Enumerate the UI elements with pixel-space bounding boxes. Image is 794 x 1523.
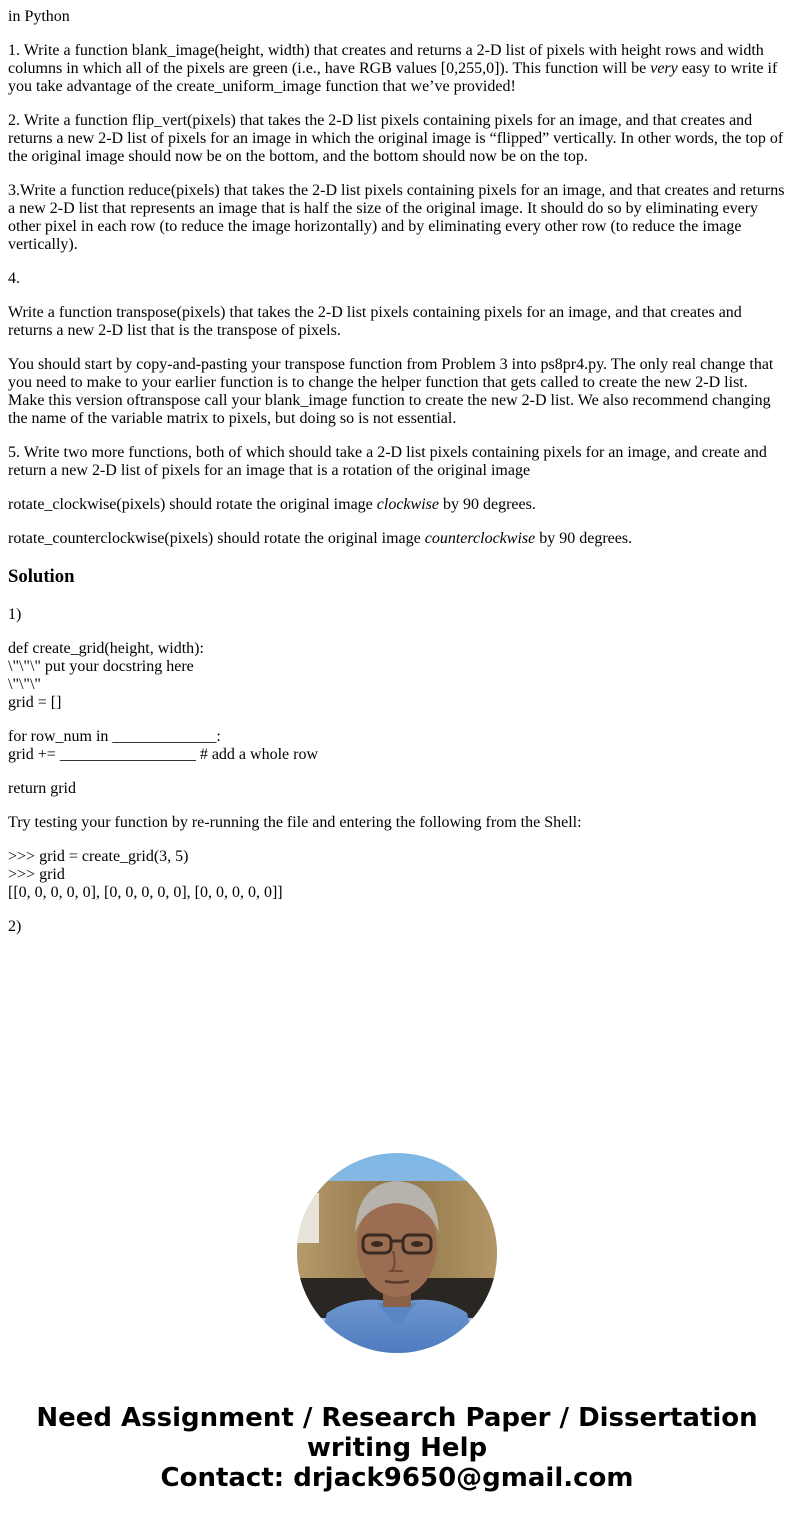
code-line: for row_num in _____________: bbox=[8, 728, 221, 745]
code-line: return grid bbox=[8, 780, 76, 797]
question-1 bbox=[8, 42, 786, 96]
rotate-clockwise-spec bbox=[8, 496, 786, 514]
question-4-number: 4. bbox=[8, 270, 20, 287]
test-instruction: Try testing your function by re-running the file and entering the following from the Shell: bbox=[8, 814, 582, 831]
code-block-definition bbox=[8, 640, 786, 712]
code-block-loop bbox=[8, 728, 786, 764]
question-1-text-end: easy to write if you take advantage of the create_uniform_image function that we’ve provided! bbox=[8, 60, 778, 95]
rotate-counterclockwise-emphasis: counterclockwise bbox=[424, 530, 536, 547]
code-line: \"\"\" put your docstring here bbox=[8, 658, 194, 675]
banner-contact-line: Contact: drjack9650@gmail.com bbox=[160, 1463, 634, 1493]
shell-line: >>> grid bbox=[8, 866, 65, 883]
rotate-counterclockwise-text-end: by 90 degrees. bbox=[535, 530, 633, 547]
question-2: 2. Write a function flip_vert(pixels) that takes the 2-D list pixels containing pixels for an image, and that creates and returns a new 2-D list of pixels for an image in which the original image is “flipped” vertically. In other words, the top of the original image should now be on the bottom, and the bottom should now be on the top. bbox=[8, 112, 784, 165]
rotate-clockwise-emphasis: clockwise bbox=[376, 496, 439, 513]
contact-banner bbox=[0, 1403, 794, 1493]
code-block-return bbox=[8, 780, 786, 798]
banner-line-2: writing Help bbox=[306, 1433, 488, 1463]
rotate-clockwise-text: rotate_clockwise(pixels) should rotate the original image bbox=[8, 496, 377, 513]
code-line: grid = [] bbox=[8, 694, 62, 711]
intro-text: in Python bbox=[8, 8, 70, 25]
shell-line: >>> grid = create_grid(3, 5) bbox=[8, 848, 189, 865]
rotate-counterclockwise-spec bbox=[8, 530, 786, 548]
solution-part-1-label: 1) bbox=[8, 606, 22, 623]
shell-line: [[0, 0, 0, 0, 0], [0, 0, 0, 0, 0], [0, 0, 0, 0, 0]] bbox=[8, 884, 283, 901]
code-line: grid += _________________ # add a whole row bbox=[8, 746, 319, 763]
code-line: \"\"\" bbox=[8, 676, 41, 693]
question-4-note: You should start by copy-and-pasting your transpose function from Problem 3 into ps8pr4.py. The only real change that you need to make to your earlier function is to change the helper function that gets called to create the new 2-D list. Make this version oftranspose call your blank_image function to create the new 2-D list. We also recommend changing the name of the variable matrix to pixels, but doing so is not essential. bbox=[8, 356, 774, 427]
question-1-text: 1. Write a function blank_image(height, width) that creates and returns a 2-D list of pixels with height rows and width columns in which all of the pixels are green (i.e., have RGB values [0,255,0]). This function will be bbox=[8, 42, 764, 77]
solution-heading: Solution bbox=[8, 566, 75, 587]
code-line: def create_grid(height, width): bbox=[8, 640, 204, 657]
question-4: Write a function transpose(pixels) that takes the 2-D list pixels containing pixels for an image, and that creates and returns a new 2-D list that is the transpose of pixels. bbox=[8, 304, 742, 339]
portrait-photo-icon bbox=[297, 1153, 497, 1353]
shell-session bbox=[8, 848, 786, 902]
question-1-emphasis: very bbox=[650, 60, 678, 77]
question-5: 5. Write two more functions, both of which should take a 2-D list pixels containing pixels for an image, and create and return a new 2-D list of pixels for an image that is a rotation of the original image bbox=[8, 444, 767, 479]
rotate-clockwise-text-end: by 90 degrees. bbox=[438, 496, 536, 513]
solution-part-2-label: 2) bbox=[8, 918, 22, 935]
rotate-counterclockwise-text: rotate_counterclockwise(pixels) should rotate the original image bbox=[8, 530, 425, 547]
banner-line-1: Need Assignment / Research Paper / Dissertation bbox=[36, 1403, 758, 1433]
question-3: 3.Write a function reduce(pixels) that takes the 2-D list pixels containing pixels for an image, and that creates and returns a new 2-D list that represents an image that is half the size of the original image. It should do so by eliminating every other pixel in each row (to reduce the image horizontally) and by eliminating every other row (to reduce the image vertically). bbox=[8, 182, 785, 253]
avatar bbox=[297, 1153, 497, 1353]
document-body bbox=[8, 8, 786, 952]
